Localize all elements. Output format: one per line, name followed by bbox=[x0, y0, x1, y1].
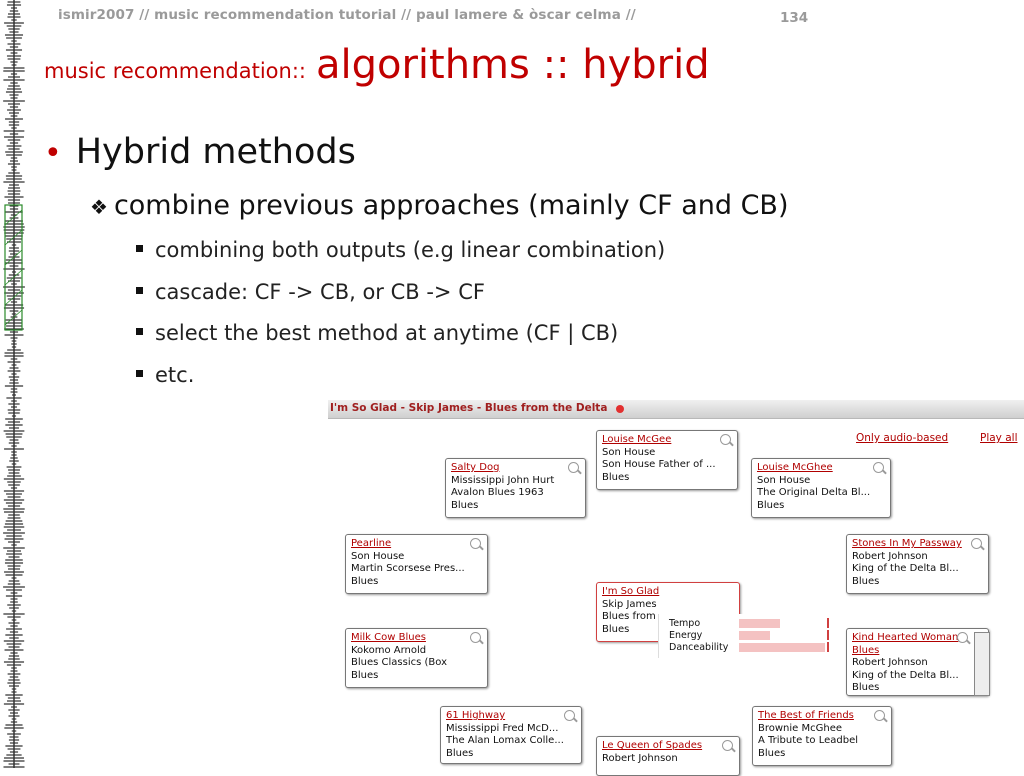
bullet-level3-item bbox=[136, 321, 618, 345]
magnifier-icon[interactable] bbox=[720, 434, 731, 445]
square-bullet-icon bbox=[136, 245, 143, 252]
magnifier-icon[interactable] bbox=[722, 740, 733, 751]
title-prefix: music recommendation:: bbox=[44, 59, 306, 83]
magnifier-icon[interactable] bbox=[564, 710, 575, 721]
magnifier-icon[interactable] bbox=[874, 710, 885, 721]
bullet-level3-text: select the best method at anytime (CF | CB) bbox=[155, 321, 619, 345]
bullet-level1 bbox=[44, 132, 356, 172]
song-card[interactable]: Pearline Son House Martin Scorsese Pres... Blues bbox=[345, 534, 488, 594]
feature-tick bbox=[827, 630, 829, 640]
feature-tick bbox=[827, 618, 829, 628]
magnifier-icon[interactable] bbox=[568, 462, 579, 473]
audio-features-popup: Tempo Energy Danceability bbox=[658, 614, 837, 658]
slide-header: ismir2007 // music recommendation tutorial // paul lamere & òscar celma // bbox=[58, 7, 636, 23]
bullet-level3-item bbox=[136, 238, 665, 262]
bullet-level3-item bbox=[136, 363, 194, 387]
card-scrollbar[interactable] bbox=[974, 632, 990, 696]
bullet-level2 bbox=[90, 190, 789, 221]
bullet-level3-text: etc. bbox=[155, 363, 195, 387]
magnifier-icon[interactable] bbox=[873, 462, 884, 473]
waveform-decoration bbox=[0, 0, 30, 768]
feature-bar bbox=[739, 619, 780, 628]
bullet-level3-text: combining both outputs (e.g linear combination) bbox=[155, 238, 666, 262]
song-card[interactable]: Kind Hearted Woman Blues Robert Johnson King of the Delta Bl... Blues bbox=[846, 628, 989, 696]
song-card[interactable]: Stones In My Passway Robert Johnson King of the Delta Bl... Blues bbox=[846, 534, 989, 594]
magnifier-icon[interactable] bbox=[470, 632, 481, 643]
song-card[interactable]: Le Queen of Spades Robert Johnson bbox=[596, 736, 740, 776]
song-card[interactable]: Louise McGhee Son House The Original Delta Bl... Blues bbox=[751, 458, 891, 518]
bullet-level3-text: cascade: CF -> CB, or CB -> CF bbox=[155, 280, 485, 304]
diamond-bullet-icon: ❖ bbox=[90, 195, 108, 219]
music-graph-screenshot bbox=[328, 396, 1024, 768]
bullet-dot-icon: • bbox=[44, 136, 62, 171]
bullet-level1-text: Hybrid methods bbox=[75, 132, 356, 172]
square-bullet-icon bbox=[136, 370, 143, 377]
song-card[interactable]: 61 Highway Mississippi Fred McD... The Alan Lomax Colle... Blues bbox=[440, 706, 582, 764]
bullet-level3-item bbox=[136, 280, 485, 304]
bullet-level2-text: combine previous approaches (mainly CF and CB) bbox=[113, 190, 789, 221]
page-number: 134 bbox=[780, 10, 809, 26]
square-bullet-icon bbox=[136, 328, 143, 335]
magnifier-icon[interactable] bbox=[971, 538, 982, 549]
title-main: algorithms :: hybrid bbox=[315, 42, 710, 88]
square-bullet-icon bbox=[136, 287, 143, 294]
current-song-card[interactable]: I'm So Glad Skip James Blues from Blues bbox=[596, 582, 740, 642]
play-all-link[interactable]: Play all bbox=[980, 432, 1018, 444]
feature-bar bbox=[739, 631, 770, 640]
graph-window-title: I'm So Glad - Skip James - Blues from the Delta bbox=[330, 402, 608, 414]
song-card[interactable]: Louise McGee Son House Son House Father of ... Blues bbox=[596, 430, 738, 490]
graph-window-titlebar bbox=[328, 400, 1024, 419]
magnifier-icon[interactable] bbox=[957, 632, 968, 643]
slide-title bbox=[44, 42, 710, 88]
song-card[interactable]: The Best of Friends Brownie McGhee A Tribute to Leadbel Blues bbox=[752, 706, 892, 766]
feature-bar bbox=[739, 643, 825, 652]
song-card[interactable]: Salty Dog Mississippi John Hurt Avalon Blues 1963 Blues bbox=[445, 458, 586, 518]
record-dot-icon bbox=[616, 405, 624, 413]
song-card[interactable]: Milk Cow Blues Kokomo Arnold Blues Classics (Box Blues bbox=[345, 628, 488, 688]
feature-tick bbox=[827, 642, 829, 652]
magnifier-icon[interactable] bbox=[470, 538, 481, 549]
only-audio-based-link[interactable]: Only audio-based bbox=[856, 432, 949, 444]
